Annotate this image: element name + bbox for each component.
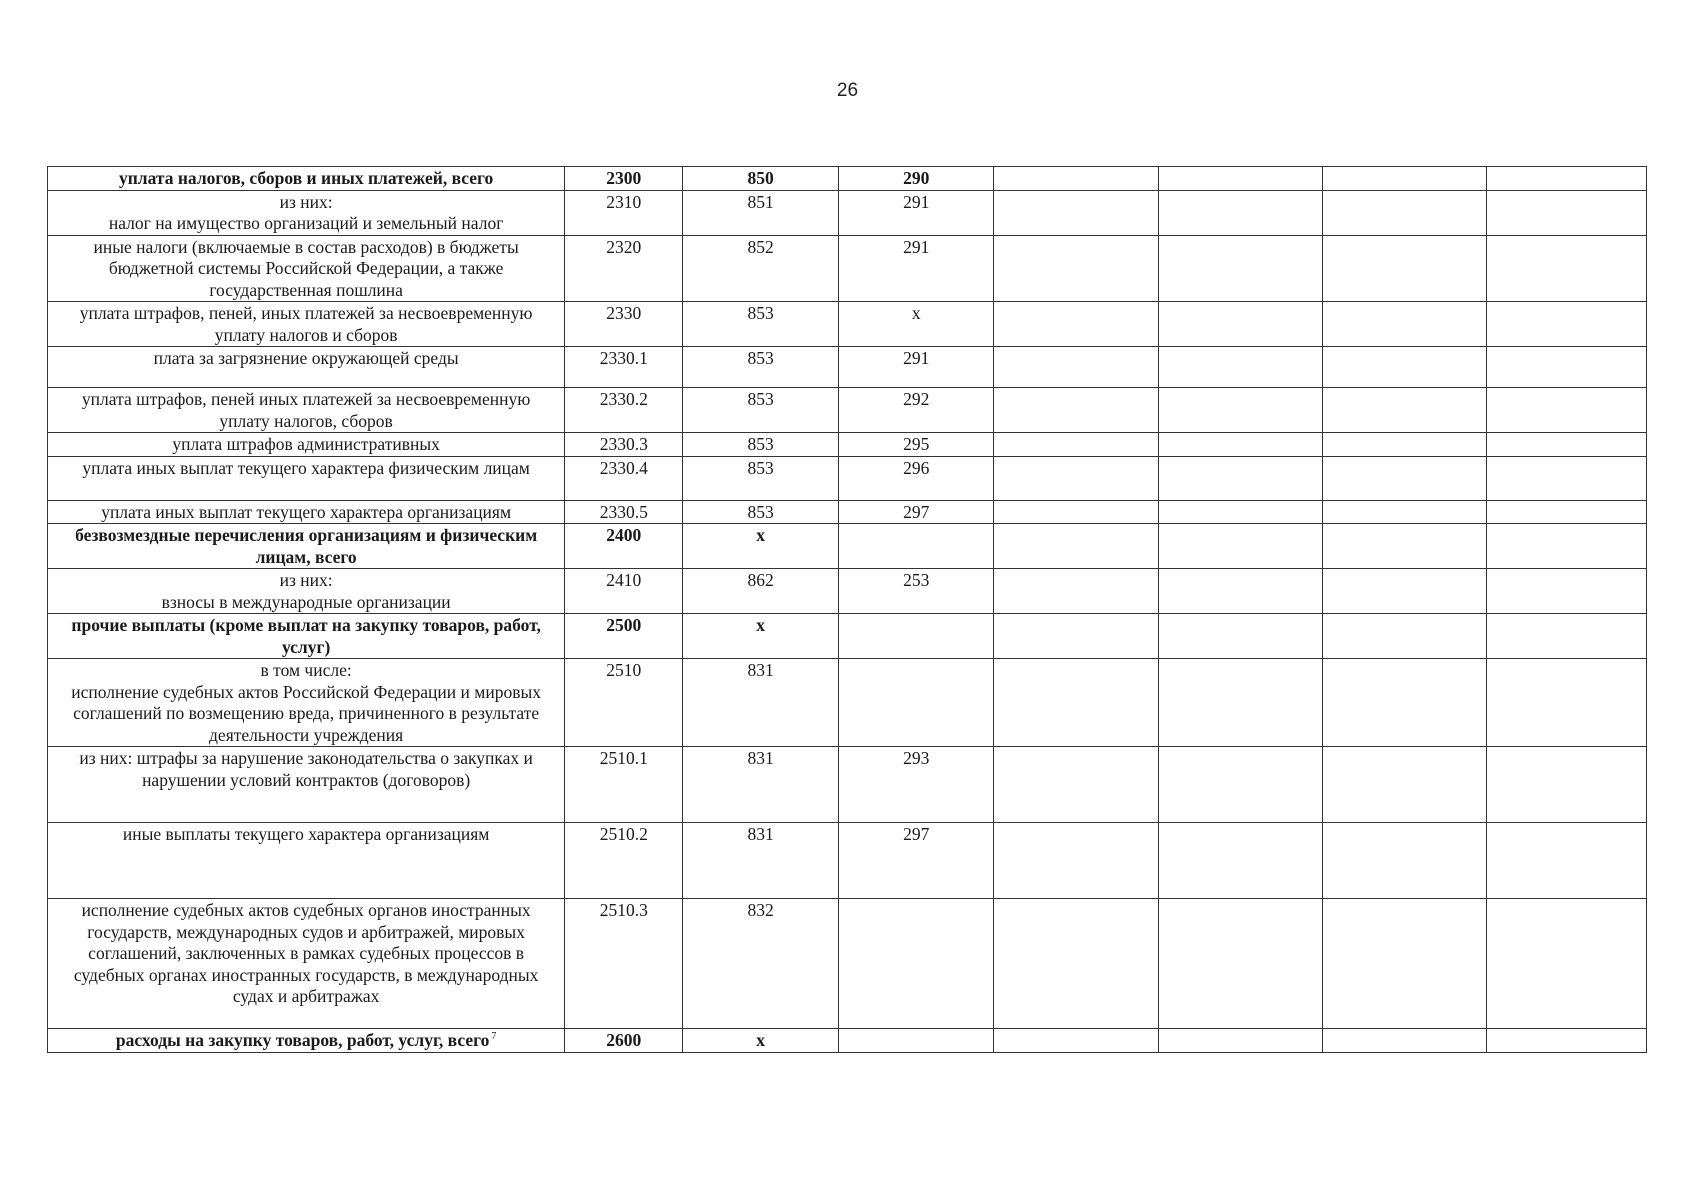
empty-value-cell [1487,569,1647,614]
table-row [48,569,1647,614]
row-name [48,456,565,500]
row-code: 2600 [565,1029,683,1053]
row-kosgu-code: 295 [838,433,994,457]
empty-value-cell [1487,190,1647,235]
row-name [48,823,565,899]
table-row [48,388,1647,433]
row-code: 2510 [565,659,683,747]
row-kosgu-code: 291 [838,190,994,235]
table-row [48,1029,1647,1053]
table-row [48,524,1647,569]
empty-value-cell [1158,823,1322,899]
row-expense-type-code: х [683,524,839,569]
empty-value-cell [1487,500,1647,524]
empty-value-cell [1487,659,1647,747]
row-code: 2330.4 [565,456,683,500]
row-code: 2320 [565,235,683,302]
row-code: 2330 [565,302,683,347]
row-code: 2510.3 [565,899,683,1029]
row-name-text: уплата налогов, сборов и иных платежей, всего [118,168,494,188]
empty-value-cell [1322,500,1486,524]
empty-value-cell [1487,167,1647,191]
empty-value-cell [1487,235,1647,302]
empty-value-cell [1158,433,1322,457]
row-expense-type-code: 832 [683,899,839,1029]
row-name-text: из них: налог на имущество организаций и земельный налог [108,191,504,233]
empty-value-cell [994,524,1158,569]
row-expense-type-code: 831 [683,747,839,823]
empty-value-cell [1322,433,1486,457]
empty-value-cell [1322,823,1486,899]
table-row [48,899,1647,1029]
empty-value-cell [1487,899,1647,1029]
table-row [48,235,1647,302]
table-body [48,167,1647,1053]
row-name [48,388,565,433]
row-expense-type-code: 853 [683,456,839,500]
row-kosgu-code: 291 [838,235,994,302]
row-name [48,500,565,524]
empty-value-cell [1487,747,1647,823]
row-name [48,614,565,659]
empty-value-cell [1322,614,1486,659]
row-code: 2510.1 [565,747,683,823]
row-name [48,347,565,388]
row-kosgu-code: 291 [838,347,994,388]
table-row [48,747,1647,823]
empty-value-cell [1158,500,1322,524]
row-name [48,747,565,823]
empty-value-cell [994,823,1158,899]
row-code: 2330.3 [565,433,683,457]
empty-value-cell [1322,659,1486,747]
empty-value-cell [1158,235,1322,302]
empty-value-cell [994,747,1158,823]
table-row [48,500,1647,524]
empty-value-cell [1158,899,1322,1029]
row-name-text: в том числе: исполнение судебных актов Российской Федерации и мировых соглашений по возмещению вреда, причиненного в результате деятельности учреждения [71,660,541,745]
row-name-text: из них: штрафы за нарушение законодательства о закупках и нарушении условий контрактов (договоров) [79,748,533,790]
empty-value-cell [994,388,1158,433]
empty-value-cell [1158,388,1322,433]
empty-value-cell [1322,1029,1486,1053]
empty-value-cell [1158,347,1322,388]
empty-value-cell [994,167,1158,191]
empty-value-cell [1487,524,1647,569]
row-code: 2410 [565,569,683,614]
row-name [48,302,565,347]
row-expense-type-code: 850 [683,167,839,191]
empty-value-cell [994,190,1158,235]
empty-value-cell [994,235,1158,302]
empty-value-cell [994,500,1158,524]
row-name [48,899,565,1029]
row-name-text: безвозмездные перечисления организациям и физическим лицам, всего [75,525,538,567]
empty-value-cell [994,614,1158,659]
row-expense-type-code: 862 [683,569,839,614]
table-row [48,456,1647,500]
table-row [48,614,1647,659]
empty-value-cell [1322,167,1486,191]
row-expense-type-code: 853 [683,302,839,347]
empty-value-cell [1158,524,1322,569]
row-name [48,235,565,302]
row-name-text: уплата штрафов административных [172,434,440,454]
row-name-text: прочие выплаты (кроме выплат на закупку товаров, работ, услуг) [71,615,541,657]
empty-value-cell [1158,659,1322,747]
budget-table [47,166,1647,1053]
row-kosgu-code: х [838,302,994,347]
row-name-text: иные выплаты текущего характера организациям [122,824,490,844]
empty-value-cell [1158,167,1322,191]
table-row [48,823,1647,899]
empty-value-cell [1487,388,1647,433]
row-kosgu-code [838,659,994,747]
row-expense-type-code: 853 [683,388,839,433]
empty-value-cell [1322,190,1486,235]
empty-value-cell [1322,524,1486,569]
row-kosgu-code: 290 [838,167,994,191]
row-code: 2500 [565,614,683,659]
row-kosgu-code: 297 [838,500,994,524]
footnote-marker: 7 [491,1031,497,1043]
empty-value-cell [1322,388,1486,433]
row-expense-type-code: 853 [683,500,839,524]
table-row [48,433,1647,457]
page-number: 26 [836,80,859,101]
row-name-text: уплата иных выплат текущего характера физическим лицам [82,457,530,478]
row-expense-type-code: 831 [683,823,839,899]
row-name [48,190,565,235]
row-expense-type-code: 851 [683,190,839,235]
empty-value-cell [1487,433,1647,457]
empty-value-cell [1487,823,1647,899]
table-row [48,347,1647,388]
empty-value-cell [994,347,1158,388]
empty-value-cell [1487,347,1647,388]
row-kosgu-code: 293 [838,747,994,823]
row-code: 2510.2 [565,823,683,899]
empty-value-cell [994,569,1158,614]
row-name [48,524,565,569]
row-kosgu-code [838,614,994,659]
row-name-text: уплата штрафов, пеней иных платежей за несвоевременную уплату налогов, сборов [81,389,531,431]
empty-value-cell [1158,747,1322,823]
row-code: 2300 [565,167,683,191]
empty-value-cell [1322,302,1486,347]
empty-value-cell [994,899,1158,1029]
empty-value-cell [1322,347,1486,388]
row-expense-type-code: 831 [683,659,839,747]
row-expense-type-code: 853 [683,347,839,388]
row-name-text: расходы на закупку товаров, работ, услуг, всего [115,1030,490,1050]
row-kosgu-code: 296 [838,456,994,500]
empty-value-cell [1322,569,1486,614]
row-name [48,659,565,747]
empty-value-cell [1158,302,1322,347]
row-kosgu-code [838,1029,994,1053]
row-expense-type-code: 852 [683,235,839,302]
empty-value-cell [1487,1029,1647,1053]
row-kosgu-code [838,524,994,569]
row-code: 2330.1 [565,347,683,388]
row-kosgu-code: 292 [838,388,994,433]
row-expense-type-code: 853 [683,433,839,457]
row-name-text: уплата иных выплат текущего характера организациям [101,501,512,522]
row-name-text: исполнение судебных актов судебных органов иностранных государств, международных судов и арбитражей, мировых соглашений, заключенных в рамках судебных процессов в судебных органах иностранных государств, в международных судах и арбитражах [73,900,539,1006]
row-name [48,569,565,614]
row-name-text: плата за загрязнение окружающей среды [153,348,459,368]
empty-value-cell [1158,190,1322,235]
empty-value-cell [994,659,1158,747]
table-row [48,302,1647,347]
empty-value-cell [1322,899,1486,1029]
row-name-text: иные налоги (включаемые в состав расходов) в бюджеты бюджетной системы Российской Федерации, а также государственная пошлина [93,236,519,300]
empty-value-cell [1487,614,1647,659]
row-name-text: из них: взносы в международные организации [161,570,451,612]
empty-value-cell [1322,456,1486,500]
empty-value-cell [1487,302,1647,347]
row-code: 2310 [565,190,683,235]
row-name [48,433,565,457]
row-kosgu-code: 253 [838,569,994,614]
empty-value-cell [1487,456,1647,500]
row-kosgu-code: 297 [838,823,994,899]
empty-value-cell [1322,235,1486,302]
empty-value-cell [994,1029,1158,1053]
empty-value-cell [1158,456,1322,500]
empty-value-cell [994,456,1158,500]
empty-value-cell [1158,569,1322,614]
row-code: 2400 [565,524,683,569]
row-kosgu-code [838,899,994,1029]
row-code: 2330.2 [565,388,683,433]
empty-value-cell [1158,1029,1322,1053]
empty-value-cell [994,433,1158,457]
empty-value-cell [1158,614,1322,659]
row-name-text: уплата штрафов, пеней, иных платежей за несвоевременную уплату налогов и сборов [79,303,533,345]
table-row [48,659,1647,747]
row-expense-type-code: х [683,614,839,659]
row-code: 2330.5 [565,500,683,524]
empty-value-cell [994,302,1158,347]
row-expense-type-code: х [683,1029,839,1053]
row-name [48,167,565,191]
empty-value-cell [1322,747,1486,823]
row-name [48,1029,565,1053]
table-row [48,167,1647,191]
table-row [48,190,1647,235]
